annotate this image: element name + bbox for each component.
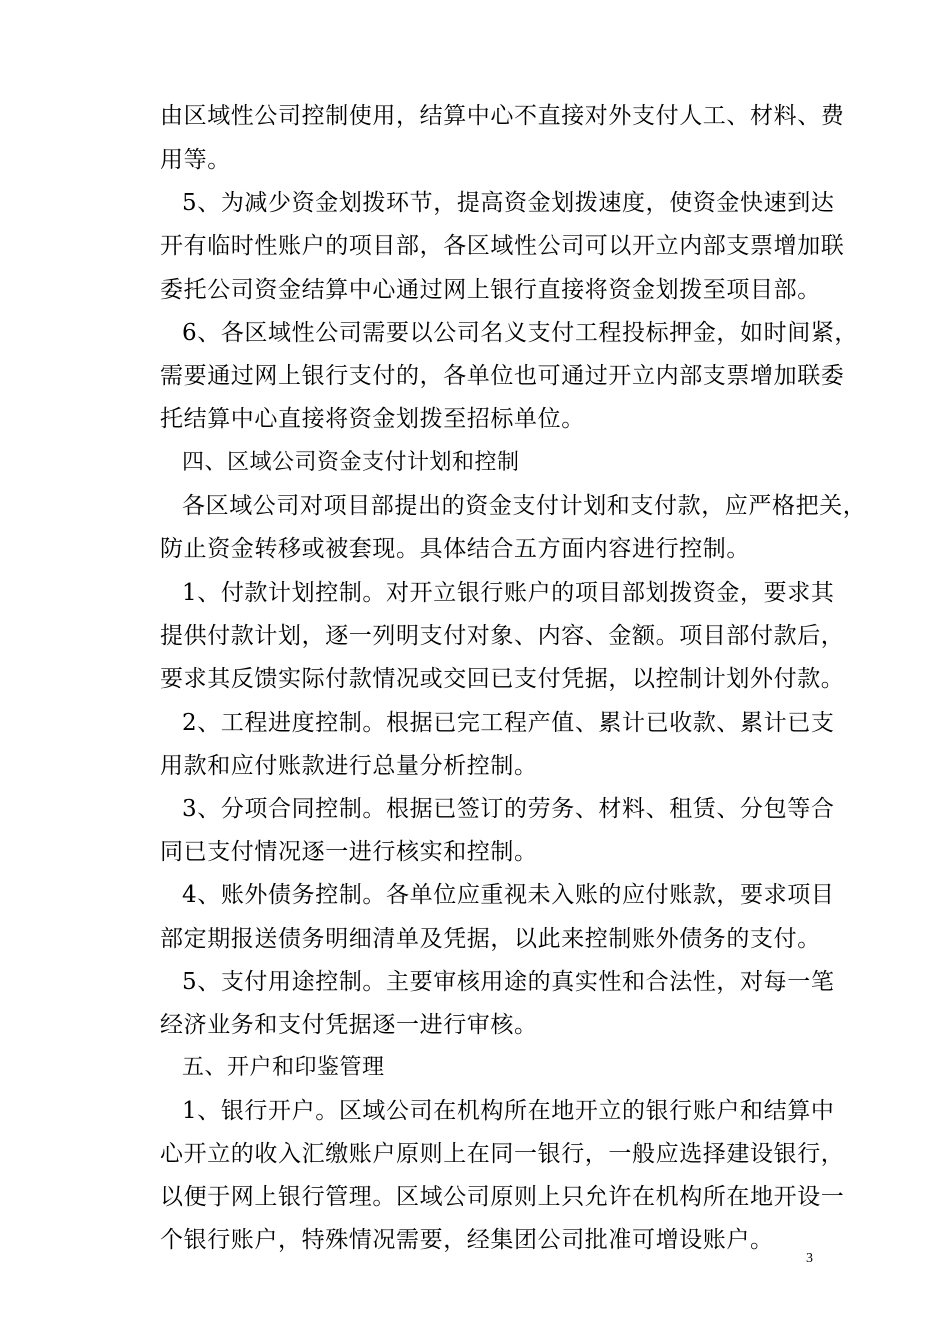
paragraph-line: 同已支付情况逐一进行核实和控制。 [160, 839, 538, 865]
paragraph-line: 用款和应付账款进行总量分析控制。 [160, 753, 538, 779]
paragraph-line: 1、银行开户。区域公司在机构所在地开立的银行账户和结算中 [182, 1098, 835, 1124]
paragraph-line: 需要通过网上银行支付的，各单位也可通过开立内部支票增加联委 [160, 363, 845, 389]
paragraph-line: 要求其反馈实际付款情况或交回已支付凭据，以控制计划外付款。 [160, 666, 845, 692]
paragraph-line: 经济业务和支付凭据逐一进行审核。 [160, 1012, 538, 1038]
paragraph-line: 委托公司资金结算中心通过网上银行直接将资金划拨至项目部。 [160, 277, 821, 303]
paragraph-line: 1、付款计划控制。对开立银行账户的项目部划拨资金，要求其 [182, 580, 835, 606]
paragraph-line: 4、账外债务控制。各单位应重视未入账的应付账款，要求项目 [182, 882, 835, 908]
paragraph-line: 托结算中心直接将资金划拨至招标单位。 [160, 406, 585, 432]
paragraph-line: 3、分项合同控制。根据已签订的劳务、材料、租赁、分包等合 [182, 796, 835, 822]
section-heading: 四、区域公司资金支付计划和控制 [182, 450, 520, 475]
paragraph-line: 以便于网上银行管理。区域公司原则上只允许在机构所在地开设一 [160, 1184, 845, 1210]
paragraph-line: 防止资金转移或被套现。具体结合五方面内容进行控制。 [160, 536, 750, 562]
paragraph-line: 6、各区域性公司需要以公司名义支付工程投标押金，如时间紧， [182, 320, 859, 346]
page-number: 3 [806, 1251, 813, 1266]
paragraph-line: 部定期报送债务明细清单及凭据，以此来控制账外债务的支付。 [160, 926, 821, 952]
paragraph-line: 5、支付用途控制。主要审核用途的真实性和合法性，对每一笔 [182, 969, 835, 995]
paragraph-line: 个银行账户，特殊情况需要，经集团公司批准可增设账户。 [160, 1227, 774, 1253]
paragraph-line: 各区域公司对项目部提出的资金支付计划和支付款，应严格把关， [182, 493, 867, 519]
paragraph-line: 5、为减少资金划拨环节，提高资金划拨速度，使资金快速到达 [182, 190, 835, 216]
paragraph-line: 2、工程进度控制。根据已完工程产值、累计已收款、累计已支 [182, 710, 835, 736]
paragraph-line: 开有临时性账户的项目部，各区域性公司可以开立内部支票增加联 [160, 233, 845, 259]
section-heading: 五、开户和印鉴管理 [182, 1055, 385, 1080]
paragraph-line: 心开立的收入汇缴账户原则上在同一银行，一般应选择建设银行， [160, 1141, 845, 1167]
paragraph-line: 用等。 [160, 147, 231, 173]
paragraph-line: 提供付款计划，逐一列明支付对象、内容、金额。项目部付款后， [160, 623, 845, 649]
paragraph-line: 由区域性公司控制使用，结算中心不直接对外支付人工、材料、费 [160, 103, 845, 129]
